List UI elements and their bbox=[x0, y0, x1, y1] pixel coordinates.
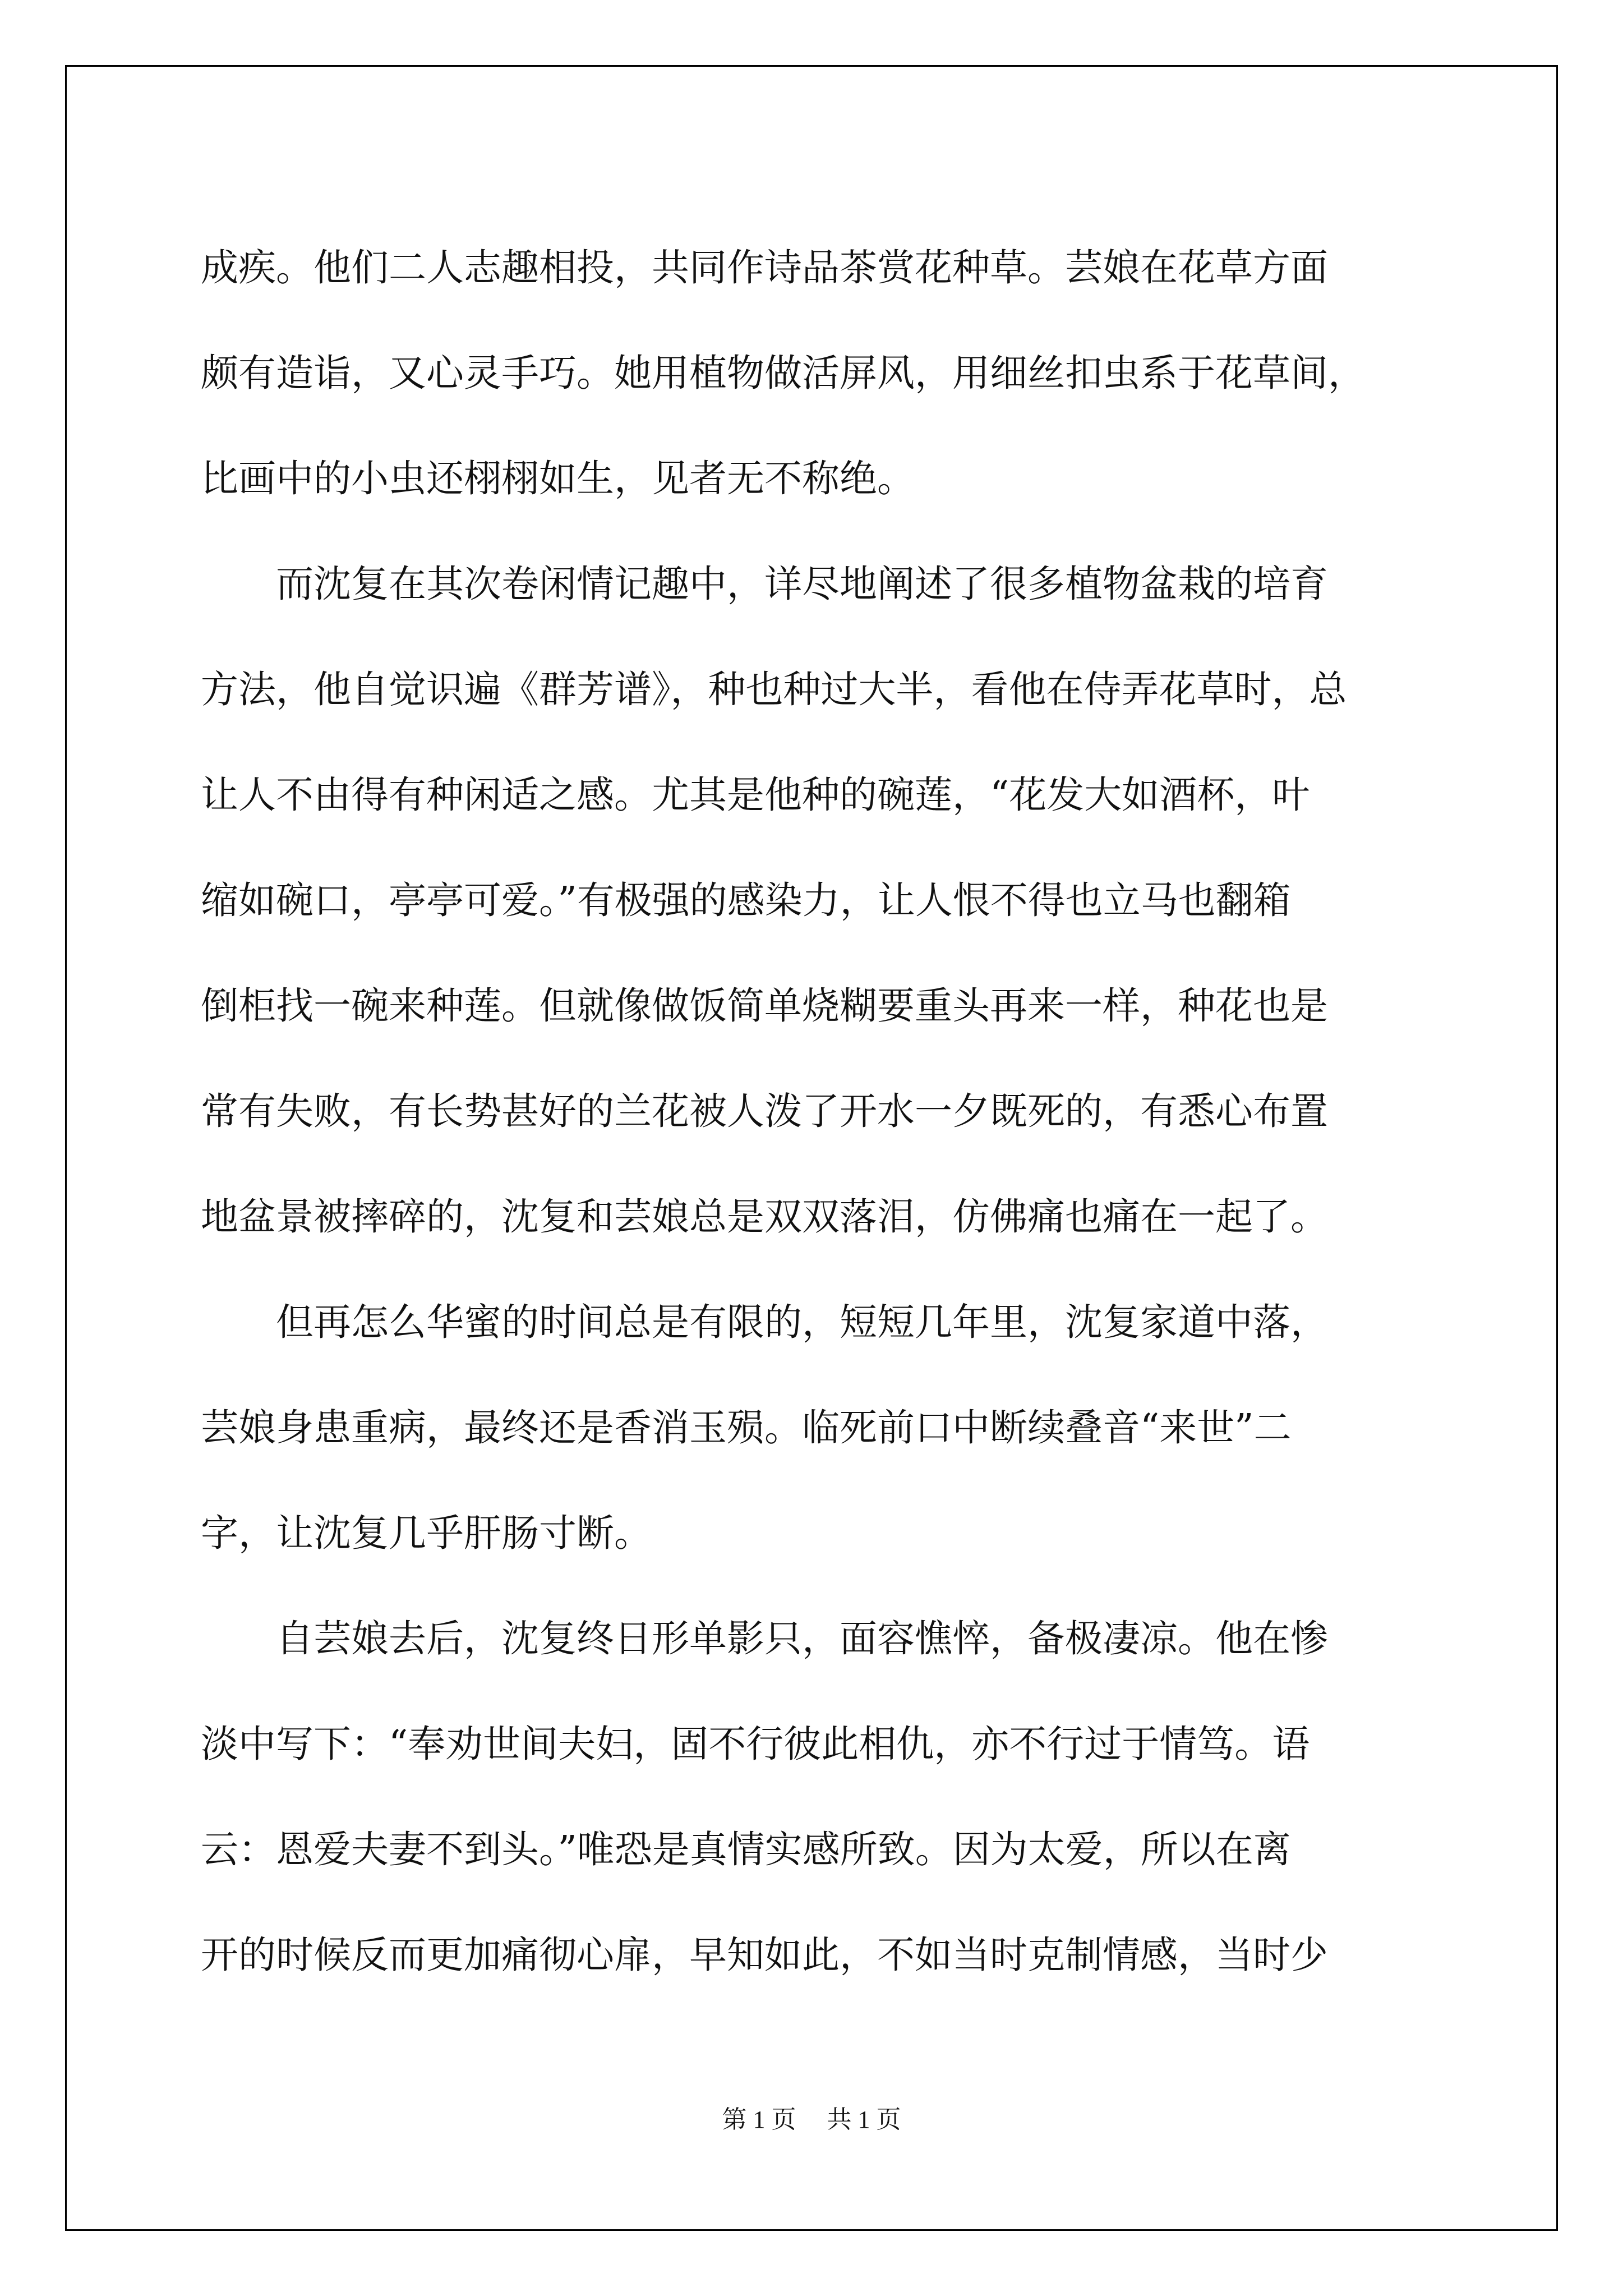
text-line: 开的时候反而更加痛彻心扉，早知如此，不如当时克制情感，当时少 bbox=[201, 1933, 1328, 1977]
text-line: 常有失败，有长势甚好的兰花被人泼了开水一夕既死的，有悉心布置 bbox=[201, 1089, 1328, 1133]
page-footer: 第 1 页 共 1 页 bbox=[722, 2106, 901, 2133]
document-body bbox=[201, 215, 1446, 2008]
text-line: 但再怎么华蜜的时间总是有限的，短短几年里，沈复家道中落， bbox=[201, 1300, 1328, 1344]
paragraph bbox=[201, 215, 1446, 531]
paragraph bbox=[201, 1586, 1446, 2008]
text-line: 颇有造诣，又心灵手巧。她用植物做活屏风，用细丝扣虫系于花草间， bbox=[201, 351, 1366, 395]
text-line: 成疾。他们二人志趣相投，共同作诗品茶赏花种草。芸娘在花草方面 bbox=[201, 246, 1328, 289]
text-line: 而沈复在其次卷闲情记趣中，详尽地阐述了很多植物盆栽的培育 bbox=[201, 562, 1328, 606]
text-line: 淡中写下：“奉劝世间夫妇，固不行彼此相仇，亦不行过于情笃。语 bbox=[201, 1722, 1310, 1766]
text-line: 让人不由得有种闲适之感。尤其是他种的碗莲，“花发大如酒杯，叶 bbox=[201, 773, 1310, 817]
text-line: 缩如碗口，亭亭可爱。”有极强的感染力，让人恨不得也立马也翻箱 bbox=[201, 878, 1291, 922]
paragraph bbox=[201, 1269, 1446, 1586]
text-line: 方法，他自觉识遍《群芳谱》，种也种过大半，看他在侍弄花草时，总 bbox=[201, 668, 1347, 711]
text-line: 芸娘身患重病，最终还是香消玉殒。临死前口中断续叠音“来世”二 bbox=[201, 1406, 1292, 1450]
paragraph bbox=[201, 531, 1446, 1269]
text-line: 地盆景被摔碎的，沈复和芸娘总是双双落泪，仿佛痛也痛在一起了。 bbox=[201, 1195, 1328, 1239]
text-line: 字，让沈复几乎肝肠寸断。 bbox=[201, 1511, 652, 1555]
text-line: 倒柜找一碗来种莲。但就像做饭简单烧糊要重头再来一样，种花也是 bbox=[201, 984, 1328, 1028]
text-line: 比画中的小虫还栩栩如生，见者无不称绝。 bbox=[201, 457, 915, 500]
text-line: 云：恩爱夫妻不到头。”唯恐是真情实感所致。因为太爱，所以在离 bbox=[201, 1828, 1291, 1871]
text-line: 自芸娘去后，沈复终日形单影只，面容憔悴，备极凄凉。他在惨 bbox=[201, 1617, 1328, 1660]
